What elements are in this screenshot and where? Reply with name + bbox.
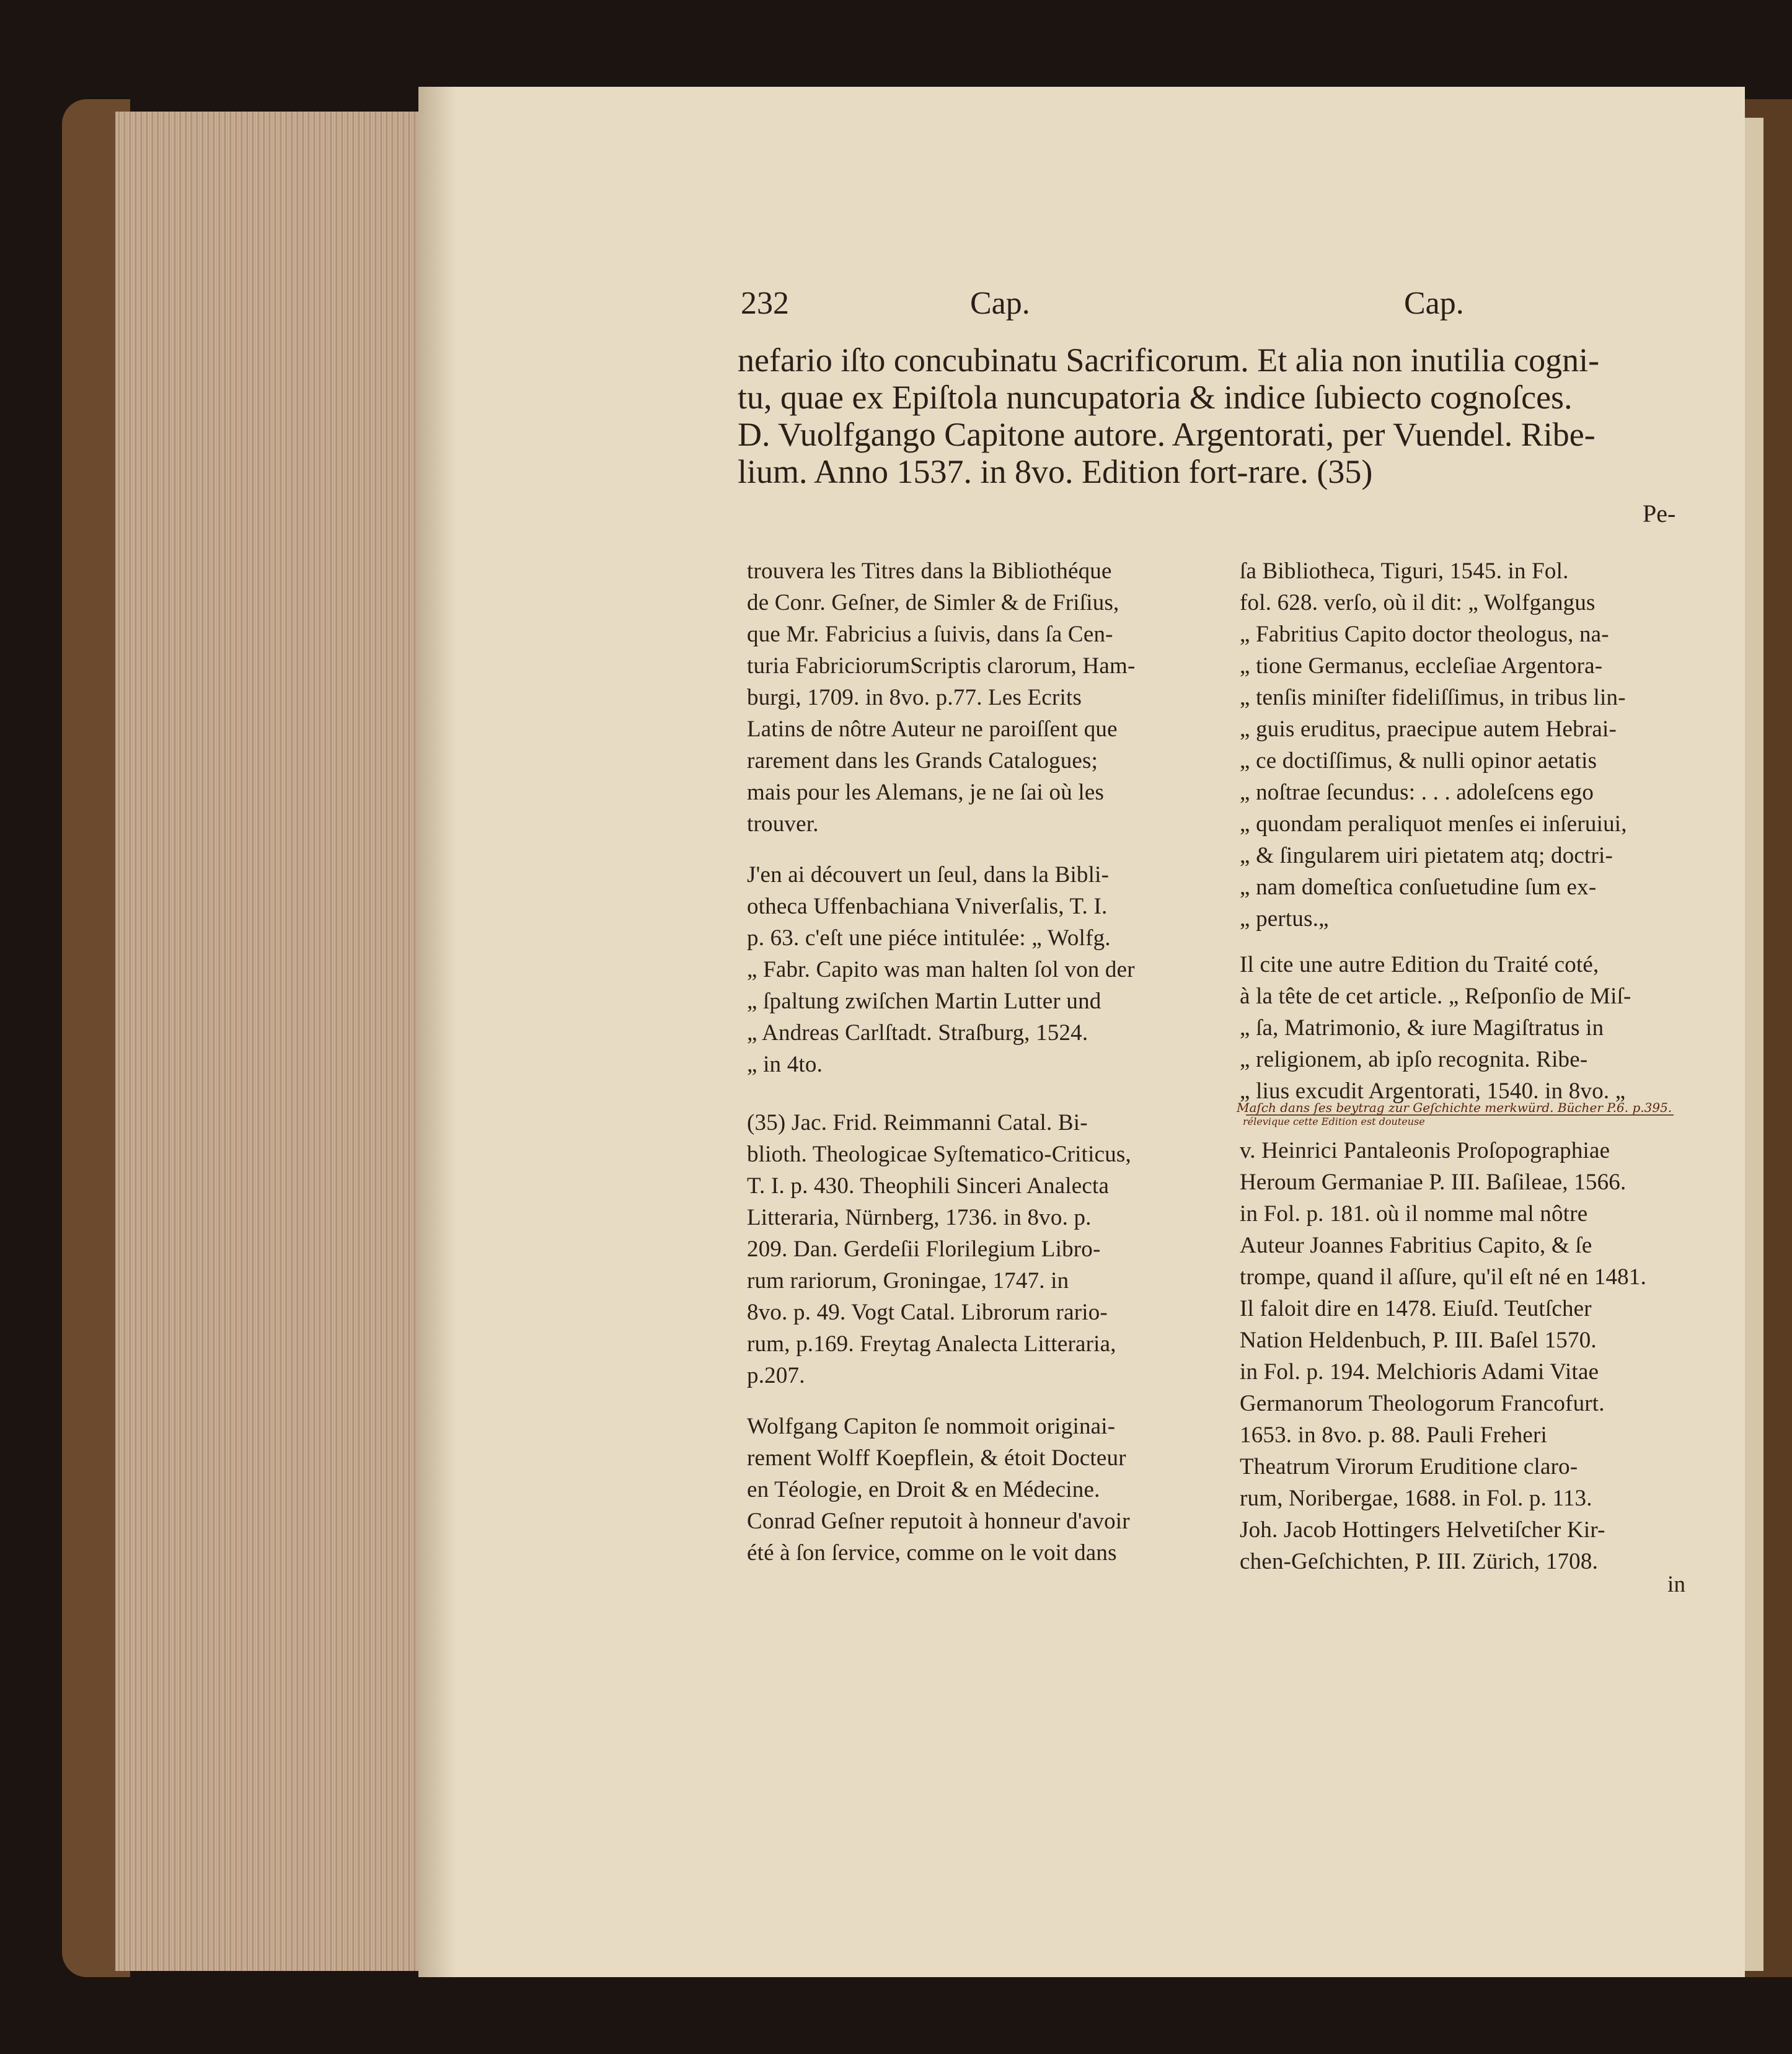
page-edges [112, 112, 425, 1971]
text-line: blioth. Theologicae Syſtematico-Criticus, [747, 1142, 1131, 1167]
text-line: in Fol. p. 194. Melchioris Adami Vitae [1240, 1359, 1599, 1385]
text-line: mais pour les Alemans, je ne ſai où les [747, 780, 1105, 805]
text-line: otheca Uffenbachiana Vniverſalis, T. I. [747, 894, 1108, 919]
text-line: „ quondam peraliquot menſes ei inſeruiui, [1240, 811, 1627, 837]
text-line: trompe, quand il aſſure, qu'il eſt né en 1481. [1240, 1264, 1647, 1290]
text-line: „ & ſingularem uiri pietatem atq; doctri- [1240, 843, 1613, 868]
text-line: 8vo. p. 49. Vogt Catal. Librorum rario- [747, 1300, 1108, 1325]
text-line: „ nam domeſtica conſuetudine ſum ex- [1240, 875, 1597, 900]
gutter-shadow [418, 87, 456, 1977]
text-line: burgi, 1709. in 8vo. p.77. Les Ecrits [747, 685, 1082, 710]
text-line: ſa Bibliotheca, Tiguri, 1545. in Fol. [1240, 558, 1569, 584]
text-line: „ ſpaltung zwiſchen Martin Lutter und [747, 989, 1101, 1014]
text-line: rarement dans les Grands Catalogues; [747, 748, 1098, 774]
text-line: J'en ai découvert un ſeul, dans la Bibli- [747, 862, 1110, 888]
text-line: été à ſon ſervice, comme on le voit dans [747, 1540, 1117, 1566]
running-head-left: Cap. [970, 286, 1030, 321]
text-line: rum, Noribergae, 1688. in Fol. p. 113. [1240, 1486, 1592, 1511]
title-line: D. Vuolfgango Capitone autore. Argentorati, per Vuendel. Ribe- [738, 416, 1596, 453]
text-line: p.207. [747, 1363, 805, 1388]
text-line: „ tione Germanus, eccleſiae Argentora- [1240, 653, 1603, 679]
text-line: Litteraria, Nürnberg, 1736. in 8vo. p. [747, 1205, 1092, 1230]
running-head-right: Cap. [1404, 286, 1464, 321]
text-line: rum rariorum, Groningae, 1747. in [747, 1268, 1069, 1294]
text-line: „ pertus.„ [1240, 906, 1329, 932]
text-line: Germanorum Theologorum Francofurt. [1240, 1391, 1605, 1416]
text-line: „ religionem, ab ipſo recognita. Ribe- [1240, 1047, 1588, 1072]
text-line: 209. Dan. Gerdeſii Florilegium Libro- [747, 1236, 1101, 1262]
text-line: Conrad Geſner reputoit à honneur d'avoir [747, 1509, 1130, 1534]
text-line: „ lius excudit Argentorati, 1540. in 8vo. „ [1240, 1078, 1626, 1104]
text-line: (35) Jac. Frid. Reimmanni Catal. Bi- [747, 1110, 1088, 1135]
text-line: turia FabriciorumScriptis clarorum, Ham- [747, 653, 1136, 679]
page-number: 232 [741, 286, 789, 321]
text-line: in Fol. p. 181. où il nomme mal nôtre [1240, 1201, 1588, 1227]
text-line: rement Wolff Koepflein, & étoit Docteur [747, 1445, 1126, 1471]
text-line: Heroum Germaniae P. III. Baſileae, 1566. [1240, 1170, 1626, 1195]
text-line: Joh. Jacob Hottingers Helvetiſcher Kir- [1240, 1517, 1605, 1543]
text-line: rum, p.169. Freytag Analecta Litteraria, [747, 1331, 1116, 1357]
text-line: Wolfgang Capiton ſe nommoit originai- [747, 1414, 1116, 1439]
text-line: Latins de nôtre Auteur ne paroiſſent que [747, 716, 1118, 742]
text-line: trouvera les Titres dans la Bibliothéque [747, 558, 1112, 584]
handwritten-note: rélevique cette Edition est douteuse [1243, 1116, 1425, 1127]
text-line: Il faloit dire en 1478. Eiuſd. Teutſcher [1240, 1296, 1592, 1321]
text-line: fol. 628. verſo, où il dit: „ Wolfgangus [1240, 590, 1596, 615]
text-line: de Conr. Geſner, de Simler & de Friſius, [747, 590, 1119, 615]
text-line: en Téologie, en Droit & en Médecine. [747, 1477, 1100, 1502]
title-line: tu, quae ex Epiſtola nuncupatoria & indice ſubiecto cognoſces. [738, 379, 1573, 416]
text-line: trouver. [747, 811, 819, 837]
text-line: 1653. in 8vo. p. 88. Pauli Freheri [1240, 1422, 1547, 1448]
handwritten-note: Maſch dans ſes beytrag zur Geſchichte merkwürd. Bücher P.6. p.395. [1237, 1100, 1672, 1115]
catchword-right: in [1667, 1572, 1686, 1597]
text-line: à la tête de cet article. „ Reſponſio de Miſ- [1240, 984, 1631, 1009]
text-line: T. I. p. 430. Theophili Sinceri Analecta [747, 1173, 1110, 1199]
text-line: „ ſa, Matrimonio, & iure Magiſtratus in [1240, 1015, 1604, 1041]
text-line: „ guis eruditus, praecipue autem Hebrai- [1240, 716, 1617, 742]
text-line: p. 63. c'eſt une piéce intitulée: „ Wolfg. [747, 925, 1111, 951]
text-line: Nation Heldenbuch, P. III. Baſel 1570. [1240, 1328, 1597, 1353]
text-line: „ Andreas Carlſtadt. Straſburg, 1524. [747, 1020, 1088, 1046]
text-line: „ tenſis miniſter fideliſſimus, in tribus lin- [1240, 685, 1626, 710]
text-line: „ Fabr. Capito was man halten ſol von der [747, 957, 1135, 982]
text-line: Theatrum Virorum Eruditione claro- [1240, 1454, 1578, 1479]
text-line: Auteur Joannes Fabritius Capito, & ſe [1240, 1233, 1592, 1258]
text-line: chen-Geſchichten, P. III. Zürich, 1708. [1240, 1549, 1599, 1574]
title-line: nefario iſto concubinatu Sacrificorum. Et alia non inutilia cogni- [738, 342, 1600, 379]
catchword: Pe- [1643, 500, 1676, 527]
title-line: lium. Anno 1537. in 8vo. Edition fort-rare. (35) [738, 453, 1373, 490]
text-line: Il cite une autre Edition du Traité coté, [1240, 952, 1599, 977]
text-line: v. Heinrici Pantaleonis Proſopographiae [1240, 1138, 1610, 1163]
text-line: „ in 4to. [747, 1052, 823, 1077]
text-line: „ ce doctiſſimus, & nulli opinor aetatis [1240, 748, 1597, 774]
text-line: que Mr. Fabricius a ſuivis, dans ſa Cen- [747, 622, 1113, 647]
facing-page-edge [1745, 118, 1763, 1971]
text-line: „ noſtrae ſecundus: . . . adoleſcens ego [1240, 780, 1594, 805]
text-line: „ Fabritius Capito doctor theologus, na- [1240, 622, 1609, 647]
